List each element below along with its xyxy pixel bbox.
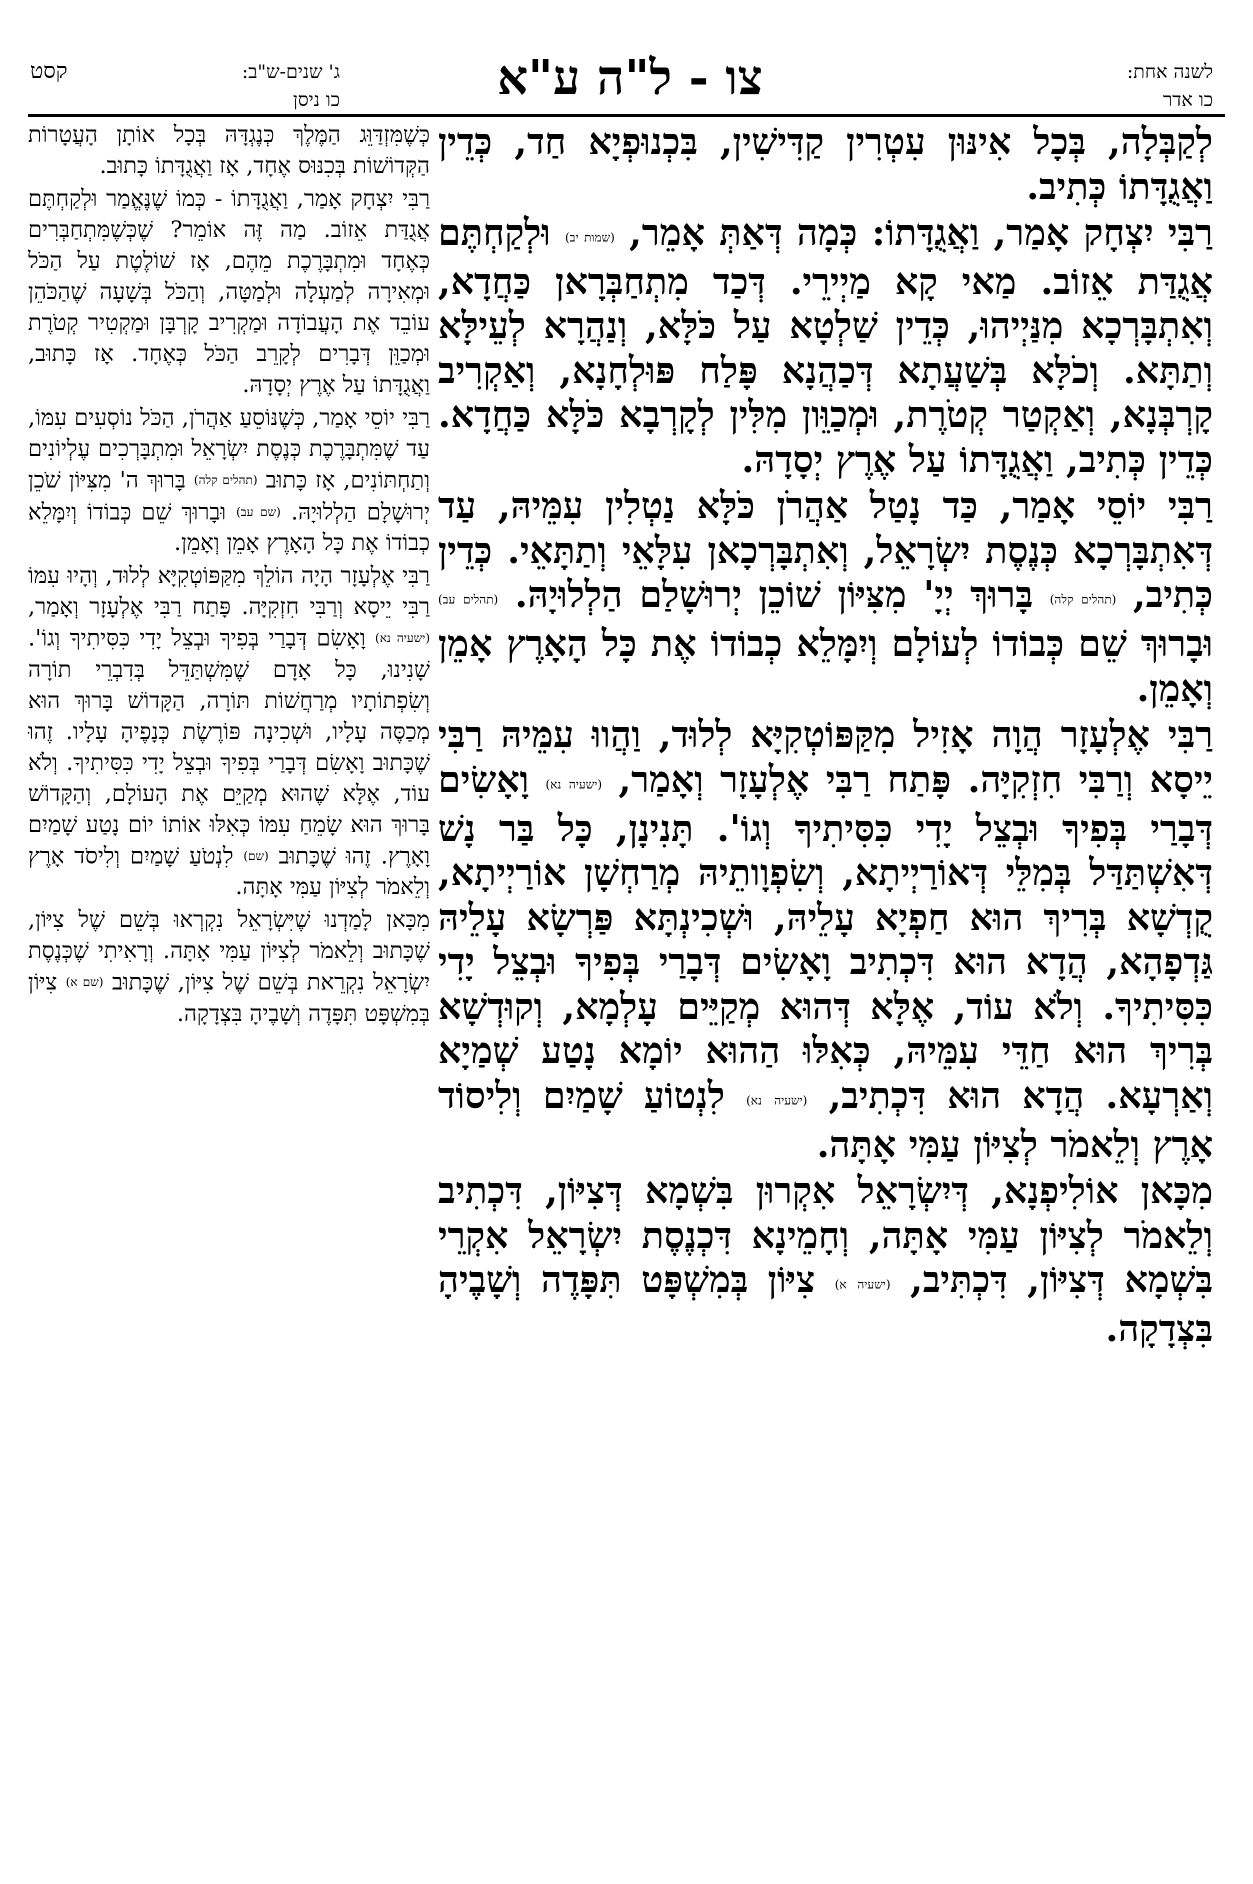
translation-paragraph: רַבִּי אֶלְעָזָר הָיָה הוֹלֵךְ מִקַּפּוֹטְקִיָּא לְלוּד, וְהָיוּ עִמּוֹ רַבִּי יֵיסָא וְרַבִּי חִזְקִיָּה. פָּתַח רַבִּי אֶלְעָזָר וְאָמַר, (ישעיה נא) וָאָשִׂם דְּבָרַי בְּפִיךָ וּבְצֵל יָדִי כִּסִּיתִיךָ וְגוֹ'. שָׁנִינוּ, כָּל אָדָם שֶׁמִּשְׁתַּדֵּל בְּדִבְרֵי תוֹרָה וְשִׂפְתוֹתָיו מְרַחֲשׁוֹת תּוֹרָה, הַקָּדוֹשׁ בָּרוּךְ הוּא מְכַסֶּה עָלָיו, וּשְׁכִינָה פּוֹרֶשֶׂת כְּנָפֶיהָ עָלָיו. זֶהוּ שֶׁכָּתוּב וָאָשִׂם דְּבָרַי בְּפִיךָ וּבְצֵל יָדִי כִּסִּיתִיךָ. וְלֹא עוֹד, אֶלָּא שֶׁהוּא מְקַיֵּם אֶת הָעוֹלָם, וְהַקָּדוֹשׁ בָּרוּךְ הוּא שָׂמֵחַ עִמּוֹ כְּאִלּוּ אוֹתוֹ יוֹם נָטַע שָׁמַיִם וָאָרֶץ. זֶהוּ שֶׁכָּתוּב (שם) לִנְטֹעַ שָׁמַיִם וְלִיסֹד אָרֶץ וְלֵאמֹר לְצִיּוֹן עַמִּי אָתָּה. [28, 563, 431, 901]
source-citation: (תהלים קלה) [193, 473, 258, 487]
header-one-year-date: כו אדר [1162, 89, 1213, 111]
translation-paragraph: כְּשֶׁמִּזְדַּוֵּג הַמֶּלֶךְ כְּנֶגְדָּהּ בְּכָל אוֹתָן הָעֲטָרוֹת הַקְּדוֹשׁוֹת בְּכִנּוּס אֶחָד, אָז וַאֲגֻדָּתוֹ כָּתוּב. [28, 122, 430, 179]
source-citation: (תהלים קלה) [1049, 592, 1117, 607]
source-citation: (שם עב) [236, 504, 281, 519]
main-text-column [438, 120, 1213, 1354]
translation-paragraph: רַבִּי יִצְחָק אָמַר, וַאֲגֻדָּתוֹ - כְּמוֹ שֶׁנֶּאֱמַר וּלְקַחְתֶּם אֲגֻדַּת אֵזוֹב. מַה זֶּה אוֹמֵר? שֶׁכְּשֶׁמִּתְחַבְּרִים כְּאֶחָד וּמִתְבָּרֶכֶת מֵהֶם, אָז שׁוֹלֶטֶת עַל הַכֹּל וּמְאִירָה לְמַעְלָה וּלְמַטָּה, וְהַכֹּל בְּשָׁעָה שֶׁהַכֹּהֵן עוֹבֵד אֶת הָעֲבוֹדָה וּמַקְרִיב קָרְבָּן וּמַקְטִיר קְטֹרֶת וּמְכַוֵּן דְּבָרִים לְקָרֵב הַכֹּל כְּאֶחָד. אָז כָּתוּב, וַאֲגֻדָּתוֹ עַל אֶרֶץ יְסָדָהּ. [28, 186, 430, 398]
header-three-year-label: ג' שנים-ש"ב: [241, 61, 340, 83]
source-citation: (שם א) [65, 975, 104, 990]
page-title: צו - ל"ה ע"א [497, 50, 763, 106]
source-citation: (תהלים עב) [438, 592, 499, 607]
header-one-year-label: לשנה אחת: [1126, 61, 1213, 83]
main-paragraph: רַבִּי יִצְחָק אָמַר, וַאֲגֻדָּתוֹ: כְּמָה דְּאַתְּ אָמֵר, (שמות יב) וּלְקַחְתֶּם אֲגֻדַּת אֵזוֹב. מַאי קָא מַיְירֵי. דְּכַד מִתְחַבְּרָאן כַּחֲדָא, וְאִתְבָּרְכָא מִנַּיְיהוּ, כְּדֵין שַׁלְטָא עַל כֹּלָּא, וְנַהֲרָא לְעֵילָּא וְתַתָּא. וְכֹלָּא בְּשַׁעֲתָא דְּכַהֲנָא פָּלַח פּוּלְחָנָא, וְאַקְרִיב קָרְבְּנָא, וְאַקְטַר קְטֹרֶת, וּמְכַוֵּון מִלִּין לְקָרְבָא כֹּלָּא כַּחֲדָא. כְּדֵין כְּתִיב, וַאֲגֻדָּתוֹ עַל אֶרֶץ יְסָדָהּ. [438, 211, 1213, 481]
header-three-year-date: כו ניסן [293, 89, 340, 111]
translation-paragraph: רַבִּי יוֹסֵי אָמַר, כְּשֶׁנּוֹסֵעַ אַהֲרֹן, הַכֹּל נוֹסְעִים עִמּוֹ, עַד שֶׁמִּתְבָּרֶכֶת כְּנֶסֶת יִשְׂרָאֵל וּמִתְבָּרְכִים עֶלְיוֹנִים וְתַחְתּוֹנִים, אָז כָּתוּב (תהלים קלה) בָּרוּךְ ה' מִצִּיּוֹן שֹׁכֵן יְרוּשָׁלָם הַלְלוּיָהּ. (שם עב) וּבָרוּךְ שֵׁם כְּבוֹדוֹ וְיִמָּלֵא כְבוֹדוֹ אֶת כָּל הָאָרֶץ אָמֵן וְאָמֵן. [28, 405, 430, 557]
main-paragraph: רַבִּי אֶלְעָזָר הֲוָה אָזִיל מִקַּפּוֹטְקִיָּא לְלוּד, וַהֲווּ עִמֵּיהּ רַבִּי יֵיסָא וְרַבִּי חִזְקִיָּה. פָּתַח רַבִּי אֶלְעָזָר וְאָמַר, (ישעיה נא) וָאָשִׂים דְּבָרַי בְּפִיךָ וּבְצֵל יָדִי כִּסִּיתִיךָ וְגוֹ'. תָּנִינָן, כָּל בַּר נָשׁ דְּאִשְׁתַּדַּל בְּמִלֵּי דְּאוֹרַיְיתָא, וְשִׂפְוָותֵיהּ מְרַחְשָׁן אוֹרַיְיתָא, קֻדְשָׁא בְּרִיךְ הוּא חַפְיָא עָלֵיהּ, וּשְׁכִינְתָּא פַּרְשָׂא עָלֵיהּ גַּדְפָהָא, הֲדָא הוּא דִּכְתִיב וָאָשִׂים דְּבָרַי בְּפִיךָ וּבְצֵל יָדִי כִּסִּיתִיךָ. וְלֹא עוֹד, אֶלָּא דְּהוּא מְקַיֵּים עָלְמָא, וְקוּדְשָׁא בְּרִיךְ הוּא חַדֵּי עִמֵּיהּ, כְּאִלּוּ הַהוּא יוֹמָא נָטַע שְׁמַיָא וְאַרְעָא. הֲדָא הוּא דִּכְתִיב, (ישעיה נא) לִנְטוֹעַ שָׁמַיִם וְלִיסוֹד אָרֶץ וְלֵאמֹר לְצִיּוֹן עַמִּי אָתָּה. [438, 713, 1213, 1166]
header-left [30, 58, 340, 114]
translation-paragraph: מִכָּאן לָמַדְנוּ שֶׁיִּשְׂרָאֵל נִקְרְאוּ בְּשֵׁם שֶׁל צִיּוֹן, שֶׁכָּתוּב וְלֵאמֹר לְצִיּוֹן עַמִּי אָתָּה. וְרָאִיתִי שֶׁכְּנֶסֶת יִשְׂרָאֵל נִקְרֵאת בְּשֵׁם שֶׁל צִיּוֹן, שֶׁכָּתוּב (שם א) צִיּוֹן בְּמִשְׁפָּט תִּפָּדֶה וְשָׁבֶיהָ בִּצְדָקָה. [28, 907, 430, 1027]
source-citation: (ישעיה נא) [545, 777, 603, 792]
source-citation: (ישעיה נא) [375, 631, 431, 646]
main-paragraph: לְקַבְּלָה, בְּכָל אִינּוּן עִטְרִין קַדִּישִׁין, בִּכְנוּפְיָא חַד, כְּדֵין וַאֲגֻדָּתוֹ כְּתִיב. [438, 120, 1213, 208]
source-citation: (ישעיה נא) [746, 1093, 808, 1108]
main-paragraph: מִכָּאן אוֹלִיפְנָא, דְּיִשְׂרָאֵל אִקְרוּן בִּשְׁמָא דְּצִיּוֹן, דִּכְתִיב וְלֵאמֹר לְצִיּוֹן עַמִּי אָתָּה, וְחָמֵינָא דִּכְנֶסֶת יִשְׂרָאֵל אִקְרֵי בִּשְׁמָא דְּצִיּוֹן, דִּכְתִּיב, (ישעיה א) צִיּוֹן בְּמִשְׁפָּט תִּפָּדֶה וְשָׁבֶיהָ בִּצְדָקָה. [438, 1169, 1213, 1351]
main-paragraph: רַבִּי יוֹסֵי אָמַר, כַּד נָטַל אַהֲרֹן כֹּלָּא נַטְלִין עִמֵּיהּ, עַד דְּאִתְבָּרְכָא כְּנֶסֶת יִשְׂרָאֵל, וְאִתְבָּרְכָאן עִלָּאֵי וְתַתָּאֵי. כְּדֵין כְּתִיב, (תהלים קלה) בָּרוּךְ יְיָ' מִצִּיּוֹן שׁוֹכֵן יְרוּשָׁלַם הַלְלוּיָהּ. (תהלים עב) וּבָרוּךְ שֵׁם כְּבוֹדוֹ לְעוֹלָם וְיִמָּלֵא כְבוֹדוֹ אֶת כָּל הָאָרֶץ אָמֵן וְאָמֵן. [438, 484, 1213, 710]
page-number: קסט [30, 59, 68, 84]
source-citation: (שמות יב) [564, 230, 615, 245]
translation-column [28, 120, 430, 1032]
source-citation: (ישעיה א) [834, 1277, 891, 1292]
source-citation: (שם) [243, 848, 269, 863]
header-right [1013, 58, 1213, 114]
header-rule [28, 114, 1225, 117]
